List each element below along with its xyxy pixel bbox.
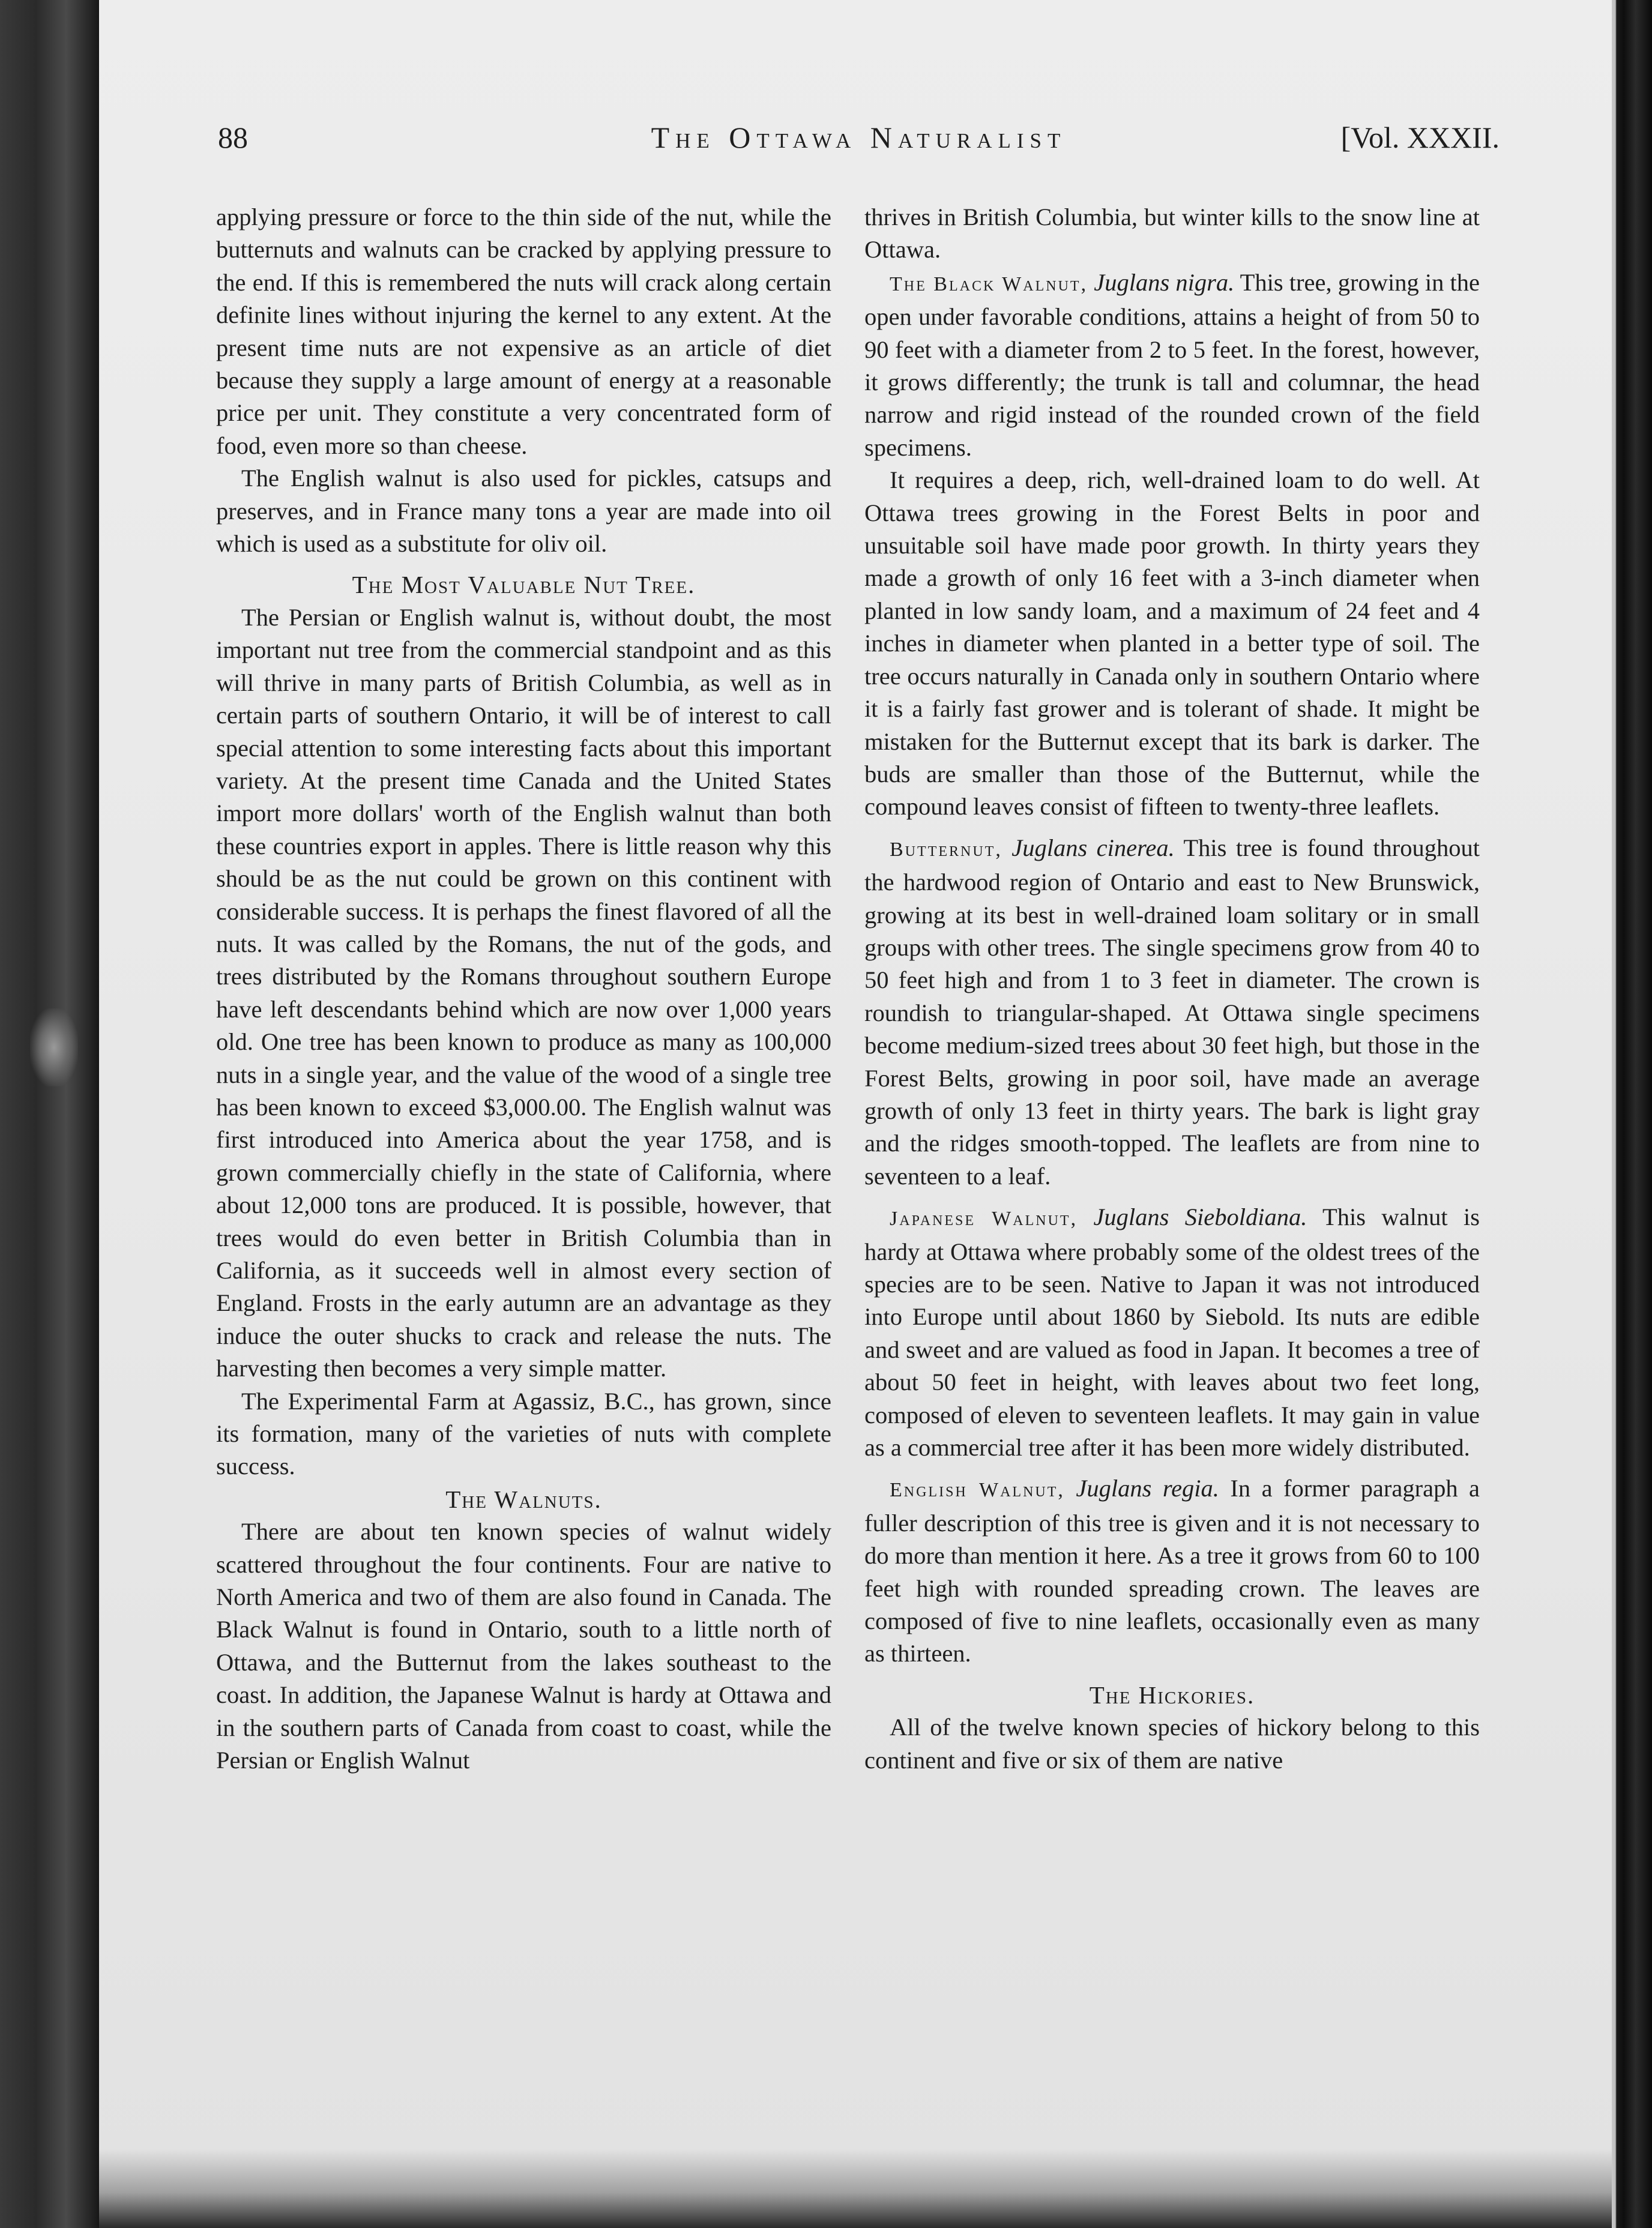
- right-column: [864, 201, 1480, 1777]
- page-number: 88: [218, 121, 248, 154]
- species-description: This tree, growing in the open under favorable conditions, attains a height of from 50 to 90 feet with a diameter from 2 to 5 feet. In the forest, however, it grows differently; the trunk is tall and columnar, the head narrow and rigid instead of the rounded crown of the field specimens.: [864, 268, 1480, 461]
- section-heading-walnuts: The Walnuts.: [445, 1485, 602, 1513]
- scan-artifact: [30, 1008, 78, 1086]
- species-entry-english-walnut: [864, 1472, 1480, 1670]
- species-description: This tree is found throughout the hardwood region of Ontario and east to New Brunswick, growing at its best in well-drained loam solitary or in small groups with other trees. The single specimens grow from 40 to 50 feet high and from 1 to 3 feet in diameter. The crown is roundish to triangular-shaped. At Ottawa single specimens become medium-sized trees about 30 feet high, but those in the Forest Belts, growing in poor soil, have made an average growth of only 13 feet in thirty years. The bark is light gray and the ridges smooth-topped. The leaflets are from nine to seventeen to a leaf.: [864, 834, 1480, 1190]
- species-entry-black-walnut: [864, 266, 1480, 464]
- species-name: Butternut,: [890, 838, 1002, 861]
- journal-title: The Ottawa Naturalist: [651, 121, 1067, 154]
- left-column: [216, 201, 831, 1777]
- species-description: This walnut is hardy at Ottawa where probably some of the oldest trees of the species are to be seen. Native to Japan it was not introduced into Europe until about 1860 by Siebold. Its nuts are edible and sweet and are valued as food in Japan. It becomes a tree of about 50 feet in height, with leaves about two feet long, composed of eleven to seventeen leaflets. It may gain in value as a commercial tree after it has been more widely distributed.: [864, 1203, 1480, 1462]
- scientific-name: Juglans Sieboldiana.: [1093, 1203, 1307, 1231]
- paragraph: The English walnut is also used for pickles, catsups and preserves, and in France many tons a year are made into oil which is used as a substitute for oliv oil.: [216, 465, 831, 558]
- scientific-name: Juglans cinerea.: [1011, 834, 1175, 861]
- scientific-name: Juglans regia.: [1076, 1475, 1219, 1502]
- species-description: In a former paragraph a fuller description of this tree is given and it is not necessary to do more than mention it here. As a tree it grows from 60 to 100 feet high with rounded spreading crown. The leaves are composed of five to nine leaflets, occasionally even as many as thirteen.: [864, 1475, 1480, 1667]
- paragraph: It requires a deep, rich, well-drained loam to do well. At Ottawa trees growing in the Forest Belts in poor and unsuitable soil have made poor growth. In thirty years they made a growth of only 16 feet with a 3-inch diameter when planted in low sandy loam, and a maximum of 24 feet and 4 inches in diameter when planted in a better type of soil. The tree occurs naturally in Canada only in southern Ontario where it is a fairly fast grower and is tolerant of shade. It might be mistaken for the Butternut except that its bark is darker. The buds are smaller than those of the Butternut, while the compound leaves consist of fifteen to twenty-three leaflets.: [864, 466, 1480, 820]
- species-name: The Black Walnut,: [890, 272, 1088, 295]
- paragraph: All of the twelve known species of hickory belong to this continent and five or six of them are native: [864, 1714, 1480, 1774]
- paragraph: applying pressure or force to the thin side of the nut, while the butternuts and walnuts can be cracked by applying pressure to the end. If this is remembered the nuts will crack along certain definite lines without injuring the kernel to any extent. At the present time nuts are not expensive as an article of diet because they supply a large amount of energy at a reasonable price per unit. They constitute a very concentrated form of food, even more so than cheese.: [216, 203, 831, 459]
- species-name: English Walnut,: [890, 1479, 1065, 1502]
- scientific-name: Juglans nigra.: [1094, 268, 1235, 296]
- species-entry-japanese-walnut: [864, 1201, 1480, 1464]
- scan-bottom-shadow: [99, 2149, 1612, 2228]
- paragraph: The Experimental Farm at Agassiz, B.C., has grown, since its formation, many of the varieties of nuts with complete success.: [216, 1387, 831, 1480]
- species-name: Japanese Walnut,: [890, 1208, 1078, 1230]
- species-entry-butternut: [864, 832, 1480, 1193]
- paragraph: thrives in British Columbia, but winter kills to the snow line at Ottawa.: [864, 203, 1480, 263]
- scan-left-margin: [0, 0, 99, 2228]
- volume-label: [Vol. XXXII.: [1340, 121, 1500, 154]
- paragraph: There are about ten known species of walnut widely scattered throughout the four continents. Four are native to North America and two of them are also found in Canada. The Black Walnut is found in Ontario, south to a little north of Ottawa, and the Butternut from the lakes southeast to the coast. In addition, the Japanese Walnut is hardy at Ottawa and in the southern parts of Canada from coast to coast, while the Persian or English Walnut: [216, 1518, 831, 1774]
- section-heading-most-valuable: The Most Valuable Nut Tree.: [352, 571, 696, 599]
- section-heading-hickories: The Hickories.: [1089, 1681, 1255, 1709]
- scan-right-edge: [1612, 0, 1652, 2228]
- paragraph: The Persian or English walnut is, without doubt, the most important nut tree from the commercial standpoint and as this will thrive in many parts of British Columbia, as well as in certain parts of southern Ontario, it will be of interest to call special attention to some interesting facts about this important variety. At the present time Canada and the United States import more dollars' worth of the English walnut than both these countries export in apples. There is little reason why this should be as the nut could be grown on this continent with considerable success. It is perhaps the finest flavored of all the nuts. It was called by the Romans, the nut of the gods, and trees distributed by the Romans throughout southern Europe have left descendants behind which are now over 1,000 years old. One tree has been known to produce as many as 100,000 nuts in a single year, and the value of the wood of a single tree has been known to exceed $3,000.00. The English walnut was first introduced into America about the year 1758, and is grown commercially chiefly in the state of California, where about 12,000 tons are produced. It is possible, however, that trees would do even better in British Columbia than in California, as it succeeds well in almost every section of England. Frosts in the early autumn are an advantage as they induce the outer shucks to crack and release the nuts. The harvesting then becomes a very simple matter.: [216, 603, 831, 1382]
- running-header: [218, 120, 1500, 162]
